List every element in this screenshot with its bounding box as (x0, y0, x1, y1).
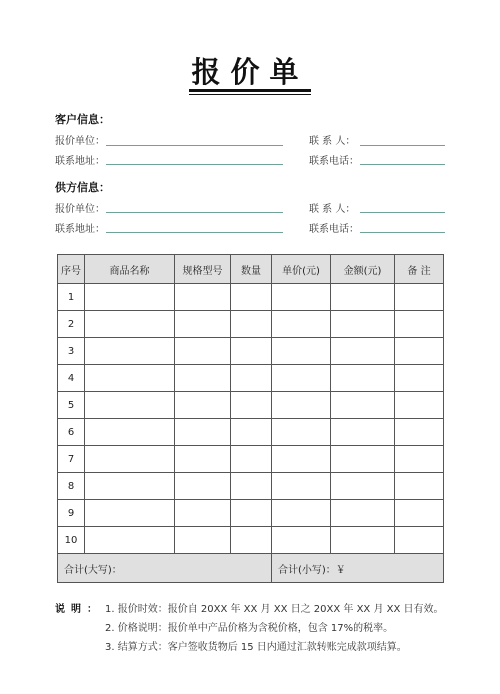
cell-product-name[interactable] (85, 500, 175, 527)
supplier-contact-label: 联 系 人： (309, 204, 356, 215)
cell-unit-price[interactable] (272, 392, 331, 419)
cell-quantity[interactable] (231, 527, 272, 554)
cell-spec-model[interactable] (175, 392, 231, 419)
cell-spec-model[interactable] (175, 473, 231, 500)
title-underline-thin (189, 94, 311, 95)
note-item: 1. 报价时效：报价自 20XX 年 XX 月 XX 日之 20XX 年 XX 月 XX 日有效。 (105, 604, 444, 615)
cell-quantity[interactable] (231, 392, 272, 419)
header-seq: 序号 (58, 255, 85, 284)
row-seq: 9 (58, 500, 85, 527)
cell-unit-price[interactable] (272, 446, 331, 473)
customer-unit-label: 报价单位： (55, 136, 105, 147)
cell-unit-price[interactable] (272, 527, 331, 554)
cell-amount[interactable] (331, 338, 395, 365)
cell-product-name[interactable] (85, 284, 175, 311)
row-seq: 2 (58, 311, 85, 338)
row-seq: 1 (58, 284, 85, 311)
cell-spec-model[interactable] (175, 365, 231, 392)
header-spec-model: 规格型号 (175, 255, 231, 284)
table-row (58, 284, 444, 311)
cell-remarks[interactable] (395, 311, 444, 338)
cell-amount[interactable] (331, 365, 395, 392)
note-item: 2. 价格说明：报价单中产品价格为含税价格，包含 17%的税率。 (105, 623, 394, 634)
cell-quantity[interactable] (231, 446, 272, 473)
cell-unit-price[interactable] (272, 473, 331, 500)
cell-spec-model[interactable] (175, 338, 231, 365)
row-seq: 3 (58, 338, 85, 365)
row-seq: 6 (58, 419, 85, 446)
cell-spec-model[interactable] (175, 446, 231, 473)
header-remarks: 备 注 (395, 255, 444, 284)
supplier-contact-field[interactable] (360, 212, 445, 213)
cell-quantity[interactable] (231, 284, 272, 311)
cell-unit-price[interactable] (272, 311, 331, 338)
cell-product-name[interactable] (85, 365, 175, 392)
quotation-table (57, 254, 444, 583)
supplier-address-label: 联系地址： (55, 224, 105, 235)
cell-quantity[interactable] (231, 365, 272, 392)
total-lowercase-cell[interactable]: 合计(小写)：￥ (272, 554, 444, 583)
cell-spec-model[interactable] (175, 284, 231, 311)
header-quantity: 数量 (231, 255, 272, 284)
customer-phone-field[interactable] (360, 164, 445, 165)
cell-quantity[interactable] (231, 311, 272, 338)
supplier-unit-label: 报价单位： (55, 204, 105, 215)
table-row (58, 419, 444, 446)
cell-product-name[interactable] (85, 392, 175, 419)
notes-label: 说明： (55, 604, 103, 615)
cell-spec-model[interactable] (175, 419, 231, 446)
cell-unit-price[interactable] (272, 365, 331, 392)
note-item: 3. 结算方式：客户签收货物后 15 日内通过汇款转账完成款项结算。 (105, 642, 407, 653)
row-seq: 5 (58, 392, 85, 419)
table-row (58, 365, 444, 392)
cell-unit-price[interactable] (272, 284, 331, 311)
supplier-address-field[interactable] (106, 232, 283, 233)
total-uppercase-cell[interactable]: 合计(大写)： (58, 554, 272, 583)
table-row (58, 392, 444, 419)
table-row (58, 527, 444, 554)
customer-address-label: 联系地址： (55, 156, 105, 167)
customer-phone-label: 联系电话： (309, 156, 359, 167)
supplier-section-title: 供方信息： (55, 181, 110, 194)
cell-amount[interactable] (331, 311, 395, 338)
cell-product-name[interactable] (85, 473, 175, 500)
cell-unit-price[interactable] (272, 338, 331, 365)
cell-spec-model[interactable] (175, 527, 231, 554)
cell-amount[interactable] (331, 500, 395, 527)
cell-unit-price[interactable] (272, 500, 331, 527)
table-row (58, 446, 444, 473)
cell-amount[interactable] (331, 446, 395, 473)
table-row (58, 500, 444, 527)
cell-remarks[interactable] (395, 446, 444, 473)
supplier-phone-label: 联系电话： (309, 224, 359, 235)
header-unit-price: 单价(元) (272, 255, 331, 284)
cell-amount[interactable] (331, 392, 395, 419)
table-total-row (58, 554, 444, 583)
table-row (58, 473, 444, 500)
cell-remarks[interactable] (395, 338, 444, 365)
title-underline-thick (189, 89, 311, 92)
cell-quantity[interactable] (231, 338, 272, 365)
table-row (58, 338, 444, 365)
customer-address-field[interactable] (106, 164, 283, 165)
table-header-row (58, 255, 444, 284)
customer-section-title: 客户信息： (55, 113, 110, 126)
cell-unit-price[interactable] (272, 419, 331, 446)
cell-product-name[interactable] (85, 338, 175, 365)
header-product-name: 商品名称 (85, 255, 175, 284)
supplier-phone-field[interactable] (360, 232, 445, 233)
customer-unit-field[interactable] (106, 145, 283, 146)
row-seq: 4 (58, 365, 85, 392)
cell-spec-model[interactable] (175, 311, 231, 338)
cell-amount[interactable] (331, 284, 395, 311)
cell-product-name[interactable] (85, 446, 175, 473)
row-seq: 7 (58, 446, 85, 473)
cell-remarks[interactable] (395, 500, 444, 527)
cell-amount[interactable] (331, 527, 395, 554)
row-seq: 8 (58, 473, 85, 500)
cell-remarks[interactable] (395, 527, 444, 554)
customer-contact-field[interactable] (360, 145, 445, 146)
header-amount: 金额(元) (331, 255, 395, 284)
cell-product-name[interactable] (85, 419, 175, 446)
document-title: 报价单 (191, 55, 309, 89)
cell-product-name[interactable] (85, 527, 175, 554)
cell-spec-model[interactable] (175, 500, 231, 527)
customer-contact-label: 联 系 人： (309, 136, 356, 147)
cell-remarks[interactable] (395, 473, 444, 500)
cell-product-name[interactable] (85, 311, 175, 338)
cell-remarks[interactable] (395, 419, 444, 446)
cell-amount[interactable] (331, 473, 395, 500)
cell-quantity[interactable] (231, 419, 272, 446)
cell-quantity[interactable] (231, 473, 272, 500)
cell-remarks[interactable] (395, 284, 444, 311)
cell-remarks[interactable] (395, 392, 444, 419)
row-seq: 10 (58, 527, 85, 554)
table-row (58, 311, 444, 338)
cell-quantity[interactable] (231, 500, 272, 527)
cell-remarks[interactable] (395, 365, 444, 392)
supplier-unit-field[interactable] (106, 212, 283, 213)
cell-amount[interactable] (331, 419, 395, 446)
